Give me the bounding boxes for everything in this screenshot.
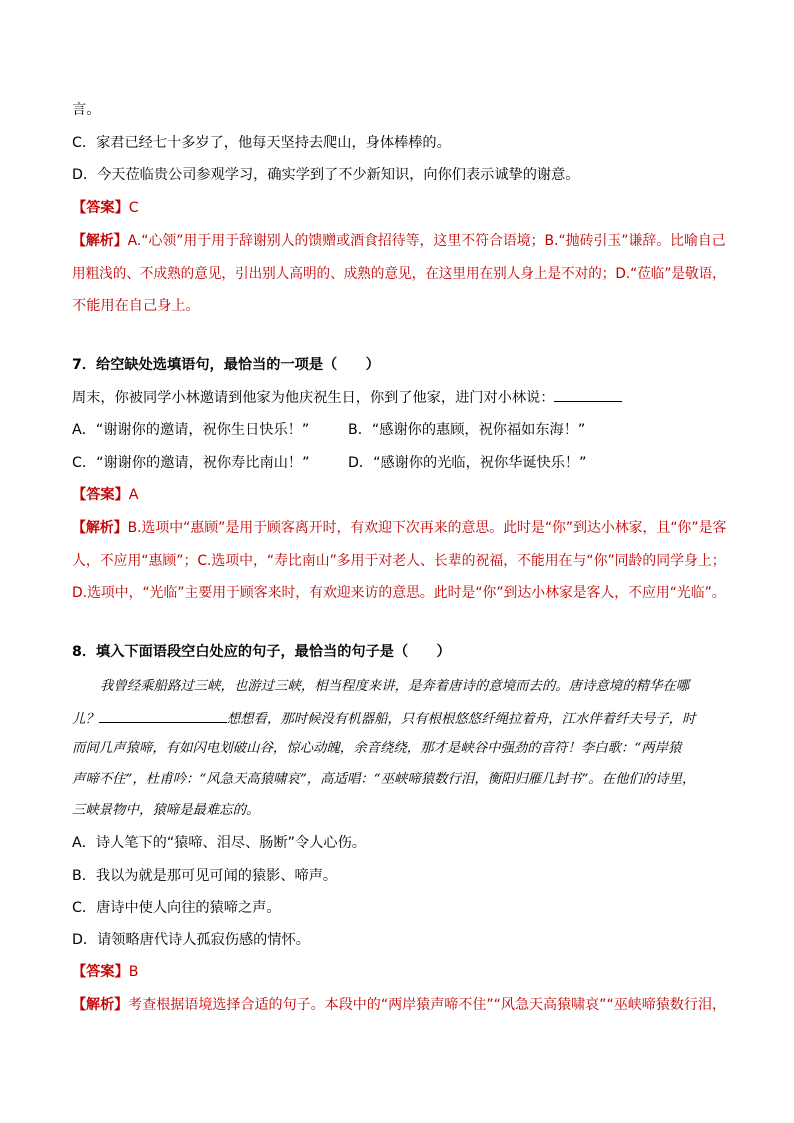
question-8-option-a: A．诗人笔下的“猿啼、泪尽、肠断”令人心伤。 bbox=[72, 835, 366, 851]
question-8-option-b: B．我以为就是那可见可闻的猿影、啼声。 bbox=[72, 868, 338, 884]
question-7-option-a: A．“谢谢你的邀请，祝你生日快乐！” bbox=[72, 422, 310, 438]
analysis-text: B.选项中“惠顾”是用于顾客离开时，有欢迎下次再来的意思。此时是“你”到达小林家，且“你”是客 bbox=[127, 520, 727, 536]
passage-text: 想想看，那时候没有机器船，只有根根悠悠纤绳拉着舟，江水伴着纤夫号子，时 bbox=[226, 712, 696, 727]
question-7-analysis-line-1 bbox=[72, 518, 726, 538]
prev-option-d: D．今天莅临贵公司参观学习，确实学到了不少新知识，向你们表示诚挚的谢意。 bbox=[72, 167, 580, 183]
analysis-text: 考查根据语境选择合适的句子。本段中的“两岸猿声啼不住”“风急天高猿啸哀”“巫峡啼猿数行泪， bbox=[128, 997, 727, 1013]
question-8-answer bbox=[72, 962, 139, 982]
question-7-title: 7．给空缺处选填语句，最恰当的一项是（ ） bbox=[72, 357, 380, 373]
answer-tag: 【答案】 bbox=[72, 200, 129, 216]
prev-analysis-line-1 bbox=[72, 231, 726, 251]
question-8-passage-line-2 bbox=[72, 708, 695, 730]
analysis-tag: 【解析】 bbox=[72, 233, 128, 249]
question-8-analysis-line-1 bbox=[72, 995, 726, 1015]
prev-question-tail: 言。 bbox=[72, 102, 101, 118]
answer-tag: 【答案】 bbox=[72, 487, 129, 503]
question-7-option-c: C．“谢谢你的邀请，祝你寿比南山！” bbox=[72, 455, 310, 471]
analysis-text: A.“心领”用于用于辞谢别人的馈赠或酒食招待等，这里不符合语境；B.“抛砖引玉”谦辞。比喻自己 bbox=[127, 233, 726, 249]
analysis-tag: 【解析】 bbox=[72, 520, 128, 536]
question-8-passage-line-3: 而间几声猿啼，有如闪电划破山谷，惊心动魄，余音绕绕，那才是峡谷中强劲的音符！李白歌：“两岸猿 bbox=[72, 741, 682, 756]
question-7-analysis-line-2: 人，不应用“惠顾”；C.选项中，“寿比南山”多用于对老人、长辈的祝福，不能用在与“你”同龄的同学身上； bbox=[72, 553, 726, 569]
analysis-tag: 【解析】 bbox=[72, 997, 129, 1013]
question-8-passage-line-1: 我曾经乘船路过三峡，也游过三峡，相当程度来讲，是奔着唐诗的意境而去的。唐诗意境的精华在哪 bbox=[100, 679, 690, 694]
question-7-prompt-text: 周末，你被同学小林邀请到他家为他庆祝生日，你到了他家，进门对小林说： bbox=[72, 390, 555, 406]
passage-text: 儿？ bbox=[72, 712, 99, 727]
question-7-prompt bbox=[72, 387, 622, 408]
answer-value: C bbox=[128, 200, 139, 216]
answer-blank bbox=[99, 708, 227, 723]
answer-value: B bbox=[128, 964, 139, 980]
prev-analysis-line-3: 不能用在自己身上。 bbox=[72, 298, 200, 314]
question-8-passage-line-5: 三峡景物中，猿啼是最难忘的。 bbox=[72, 803, 260, 818]
question-7-answer bbox=[72, 485, 138, 505]
question-8-passage-line-4: 声啼不住”，杜甫吟：“风急天高猿啸哀”，高适唱：“巫峡啼猿数行泪，衡阳归雁几封书”。在他们的诗里， bbox=[72, 772, 696, 787]
answer-tag: 【答案】 bbox=[72, 964, 129, 980]
question-7-option-b: B．“感谢你的惠顾，祝你福如东海！” bbox=[348, 422, 586, 438]
question-7-option-d: D．“感谢你的光临，祝你华诞快乐！” bbox=[348, 455, 587, 471]
question-8-option-d: D．请领略唐代诗人孤寂伤感的情怀。 bbox=[72, 932, 310, 948]
answer-blank bbox=[554, 387, 622, 402]
answer-value: A bbox=[128, 487, 139, 503]
question-7-analysis-line-3: D.选项中，“光临”主要用于顾客来时，有欢迎来访的意思。此时是“你”到达小林家是客人，不应用“光临”。 bbox=[72, 585, 726, 601]
prev-analysis-line-2: 用粗浅的、不成熟的意见，引出别人高明的、成熟的意见，在这里用在别人身上是不对的；D.“莅临”是敬语， bbox=[72, 266, 726, 282]
question-8-title: 8．填入下面语段空白处应的句子，最恰当的句子是（ ） bbox=[72, 644, 451, 660]
question-8-option-c: C．唐诗中使人向往的猿啼之声。 bbox=[72, 900, 281, 916]
prev-answer bbox=[72, 198, 139, 218]
prev-option-c: C．家君已经七十多岁了，他每天坚持去爬山，身体棒棒的。 bbox=[72, 135, 451, 151]
